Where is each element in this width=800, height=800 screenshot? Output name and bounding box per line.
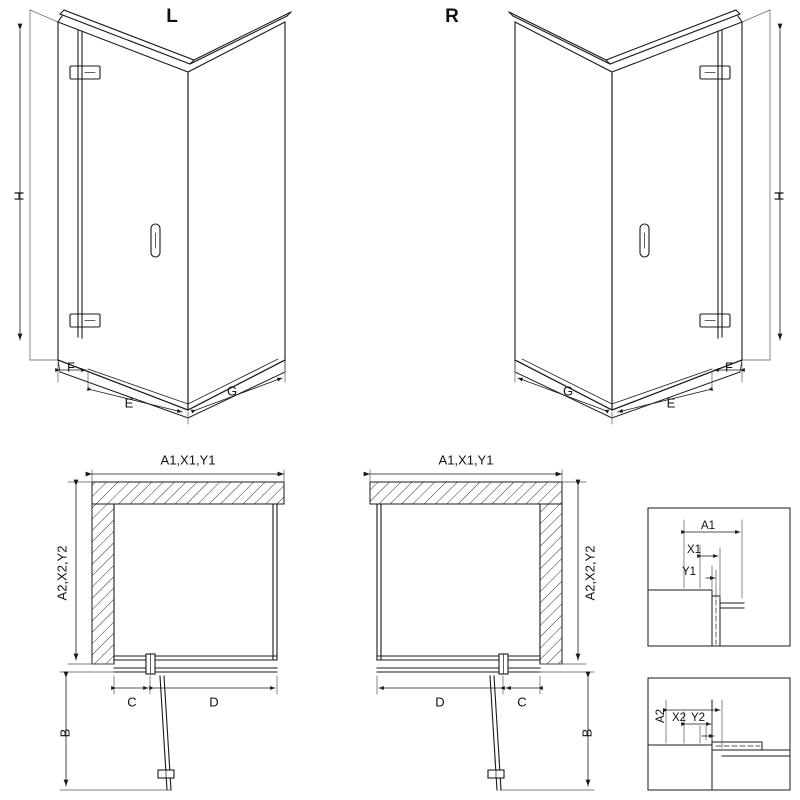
plan-right-panel-small-label: C bbox=[517, 694, 527, 710]
plan-left-top-dim-label: A1,X1,Y1 bbox=[160, 452, 216, 468]
detail-top-y-label: Y1 bbox=[681, 566, 697, 579]
iso-right-front-entry-label: E bbox=[666, 395, 676, 411]
plan-left-panel-large-label: D bbox=[209, 694, 219, 710]
iso-left-front-short-label: F bbox=[67, 359, 75, 375]
iso-right-height-label: H bbox=[771, 191, 787, 201]
plan-left-panel-small-label: C bbox=[127, 694, 137, 710]
detail-view-bottom bbox=[648, 678, 790, 790]
plan-left-swing-dim-label: B bbox=[57, 728, 73, 738]
iso-left-side-label: G bbox=[226, 383, 238, 399]
iso-view-right bbox=[509, 10, 780, 424]
detail-bottom-a-label: A2 bbox=[655, 708, 668, 724]
plan-left-side-dim-label: A2,X2,Y2 bbox=[54, 545, 70, 601]
detail-view-top bbox=[648, 508, 790, 646]
iso-view-left bbox=[20, 10, 291, 424]
detail-bottom-y-label: Y2 bbox=[690, 712, 706, 725]
detail-top-a-label: A1 bbox=[700, 520, 716, 533]
variant-label-L: L bbox=[166, 6, 178, 28]
plan-view-left bbox=[60, 470, 284, 790]
iso-left-front-entry-label: E bbox=[124, 395, 134, 411]
plan-view-right bbox=[370, 470, 594, 790]
iso-left-height-label: H bbox=[11, 191, 27, 201]
plan-right-top-dim-label: A1,X1,Y1 bbox=[438, 452, 494, 468]
plan-right-panel-large-label: D bbox=[435, 694, 445, 710]
iso-right-front-short-label: F bbox=[725, 359, 733, 375]
detail-bottom-x-label: X2 bbox=[671, 712, 687, 725]
variant-label-R: R bbox=[445, 6, 459, 28]
detail-top-x-label: X1 bbox=[686, 544, 702, 557]
plan-right-swing-dim-label: B bbox=[579, 728, 595, 738]
iso-right-side-label: G bbox=[562, 383, 574, 399]
plan-right-side-dim-label: A2,X2,Y2 bbox=[582, 545, 598, 601]
